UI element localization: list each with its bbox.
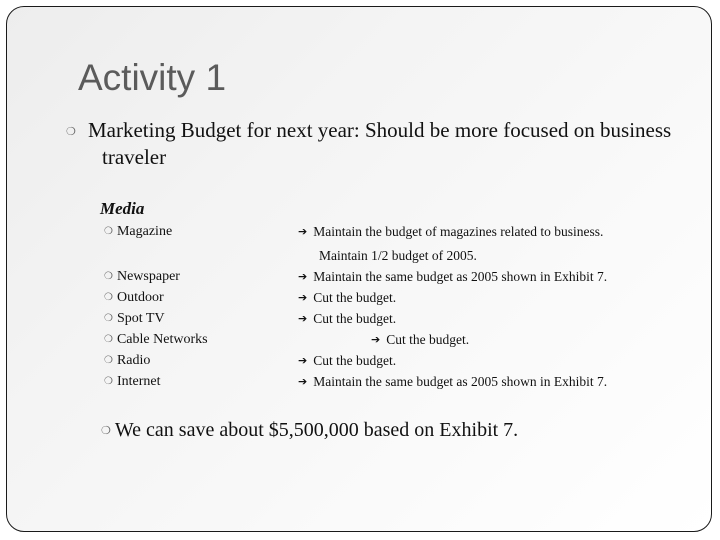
action-outdoor [298, 289, 396, 307]
bullet-icon: ❍ [104, 376, 113, 387]
media-item-label: Magazine [116, 224, 173, 239]
action-text: Maintain the same budget as 2005 shown in Exhibit 7. [313, 374, 608, 389]
media-item-magazine [104, 223, 172, 241]
slide-title: Activity 1 [78, 57, 227, 98]
right-arrow-icon: ➔ [298, 312, 308, 325]
action-text: Cut the budget. [313, 311, 397, 326]
action-text: Maintain the same budget as 2005 shown in Exhibit 7. [313, 269, 608, 284]
media-item-spot-tv [104, 310, 165, 328]
right-arrow-icon: ➔ [298, 354, 308, 367]
action-text: Cut the budget. [386, 332, 470, 347]
media-item-outdoor [104, 289, 164, 307]
action-magazine [298, 223, 603, 241]
media-item-newspaper [104, 268, 180, 286]
media-item-radio [104, 352, 150, 370]
right-arrow-icon: ➔ [298, 225, 308, 238]
main-bullet [84, 118, 702, 170]
action-text: Cut the budget. [313, 353, 397, 368]
bullet-icon: ❍ [104, 334, 113, 345]
media-item-label: Cable Networks [116, 332, 208, 347]
media-item-label: Radio [116, 353, 151, 368]
right-arrow-icon: ➔ [298, 291, 308, 304]
action-newspaper [298, 268, 607, 286]
media-item-internet [104, 373, 161, 391]
bullet-icon: ❍ [101, 425, 111, 437]
bullet-icon: ❍ [104, 292, 113, 303]
media-item-label: Outdoor [116, 290, 164, 305]
action-radio [298, 352, 396, 370]
bullet-icon: ❍ [104, 313, 113, 324]
action-internet [298, 373, 607, 391]
media-item-label: Spot TV [116, 311, 165, 326]
action-magazine-continued: Maintain 1/2 budget of 2005. [319, 248, 477, 263]
main-bullet-text: Marketing Budget for next year: Should be more focused on business traveler [88, 118, 672, 169]
bullet-icon: ❍ [104, 226, 113, 237]
right-arrow-icon: ➔ [371, 333, 381, 346]
bullet-icon: ❍ [104, 271, 113, 282]
action-text: Cut the budget. [313, 290, 397, 305]
bullet-icon: ❍ [104, 355, 113, 366]
media-item-label: Newspaper [116, 269, 180, 284]
action-cable-networks [371, 331, 469, 349]
right-arrow-icon: ➔ [298, 270, 308, 283]
right-arrow-icon: ➔ [298, 375, 308, 388]
media-item-cable-networks [104, 331, 208, 349]
action-spot-tv [298, 310, 396, 328]
action-text: Maintain the budget of magazines related to business. [313, 224, 604, 239]
summary-bullet [101, 418, 518, 443]
section-heading-media: Media [100, 199, 145, 218]
media-item-label: Internet [116, 374, 161, 389]
summary-text: We can save about $5,500,000 based on Exhibit 7. [114, 419, 519, 441]
